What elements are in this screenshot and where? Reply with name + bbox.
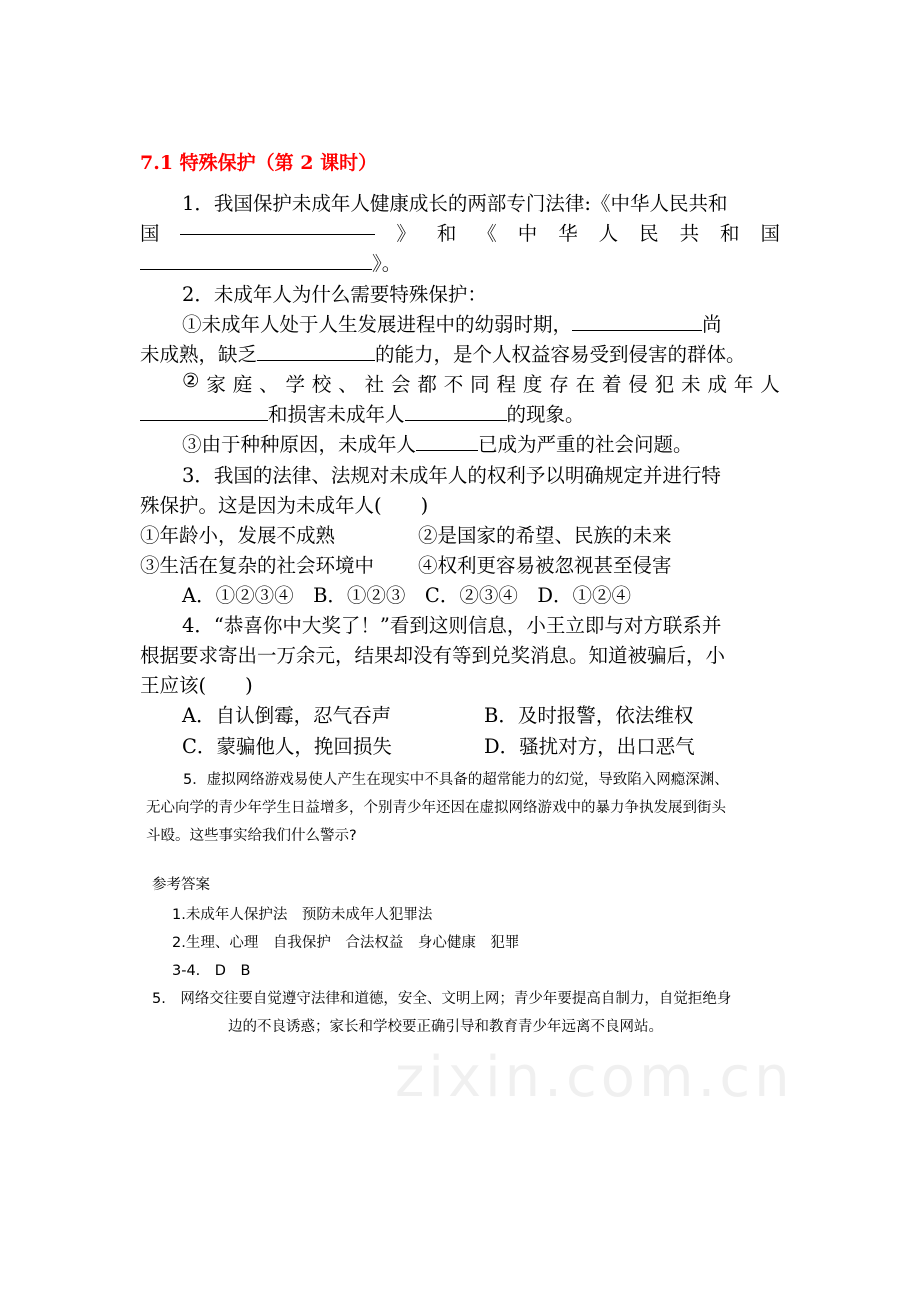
q3-option-2: ②是国家的希望、民族的未来 — [418, 524, 672, 547]
answer-5-line1: 5. 网络交往要自觉遵守法律和道德，安全、文明上网；青少年要提高自制力，自觉拒绝身 — [152, 991, 732, 1007]
answer-3-4: 3-4. D B — [172, 963, 251, 979]
q4-option-b: B．及时报警，依法维权 — [484, 704, 694, 727]
answer-2: 2.生理、心理 自我保护 合法权益 身心健康 犯罪 — [172, 935, 520, 951]
answers-heading: 参考答案 — [152, 877, 210, 893]
q3-choices: A．①②③④ B．①②③ C．②③④ D．①②④ — [182, 584, 631, 607]
q1-blank-1 — [180, 218, 375, 235]
q1-line3: 》。 — [140, 248, 401, 276]
q4-option-d: D．骚扰对方，出口恶气 — [484, 735, 695, 758]
q2-stem: 2．未成年人为什么需要特殊保护： — [182, 283, 487, 306]
q2-point1-a: ①未成年人处于人生发展进程中的幼弱时期， 尚 — [182, 313, 722, 336]
q5-line3: 斗殴。这些事实给我们什么警示? — [146, 828, 357, 844]
q4-stem-2: 根据要求寄出一万余元，结果却没有等到兑奖消息。知道被骗后，小 — [140, 644, 726, 667]
watermark: zixin.com.cn — [395, 1045, 794, 1110]
q5-line2: 无心向学的青少年学生日益增多，个别青少年还因在虚拟网络游戏中的暴力争执发展到街头 — [146, 800, 726, 816]
q1-blank-2 — [140, 253, 372, 270]
q4-option-c: C．蒙骗他人，挽回损失 — [182, 735, 392, 758]
page-title: 7.1 特殊保护（第 2 课时） — [140, 152, 378, 174]
q2-point2-a: ② 家 庭 、 学 校 、 社 会 都 不 同 程 度 存 在 着 侵 犯 未 成 年 人 — [182, 369, 780, 396]
q1-line1: 1．我国保护未成年人健康成长的两部专门法律:《中华人民共和 — [182, 192, 728, 215]
q3-stem-2: 殊保护。这是因为未成年人( ) — [140, 494, 429, 517]
q4-stem-3: 王应该( ) — [140, 674, 253, 697]
q4-option-a: A．自认倒霉，忍气吞声 — [182, 704, 392, 727]
q3-option-1: ①年龄小，发展不成熟 — [140, 524, 336, 547]
q5-line1: 5．虚拟网络游戏易使人产生在现实中不具备的超常能力的幻觉，导致陷入网瘾深渊、 — [183, 772, 729, 788]
q2-point1-b: 未成熟，缺乏 的能力，是个人权益容易受到侵害的群体。 — [140, 343, 746, 366]
q2-point3: ③由于种种原因，未成年人 已成为严重的社会问题。 — [182, 433, 693, 456]
answer-1: 1.未成年人保护法 预防未成年人犯罪法 — [172, 907, 433, 923]
q2-blank-5 — [416, 434, 478, 451]
q3-option-4: ④权利更容易被忽视甚至侵害 — [418, 554, 672, 577]
q2-blank-1 — [572, 314, 702, 331]
q2-blank-4 — [405, 404, 507, 421]
q4-stem-1: 4．“恭喜你中大奖了！”看到这则信息，小王立即与对方联系并 — [182, 614, 722, 637]
q3-stem-1: 3．我国的法律、法规对未成年人的权利予以明确规定并进行特 — [182, 464, 721, 487]
q2-point2-b: 和损害未成年人 的现象。 — [140, 399, 585, 427]
q3-option-3: ③生活在复杂的社会环境中 — [140, 554, 375, 577]
q1-line2: 国 》 和 《 中 华 人 民 共 和 国 — [140, 218, 780, 246]
answer-5-line2: 边的不良诱惑；家长和学校要正确引导和教育青少年远离不良网站。 — [228, 1019, 663, 1035]
q2-blank-2 — [257, 344, 375, 361]
q2-blank-3 — [140, 404, 268, 421]
